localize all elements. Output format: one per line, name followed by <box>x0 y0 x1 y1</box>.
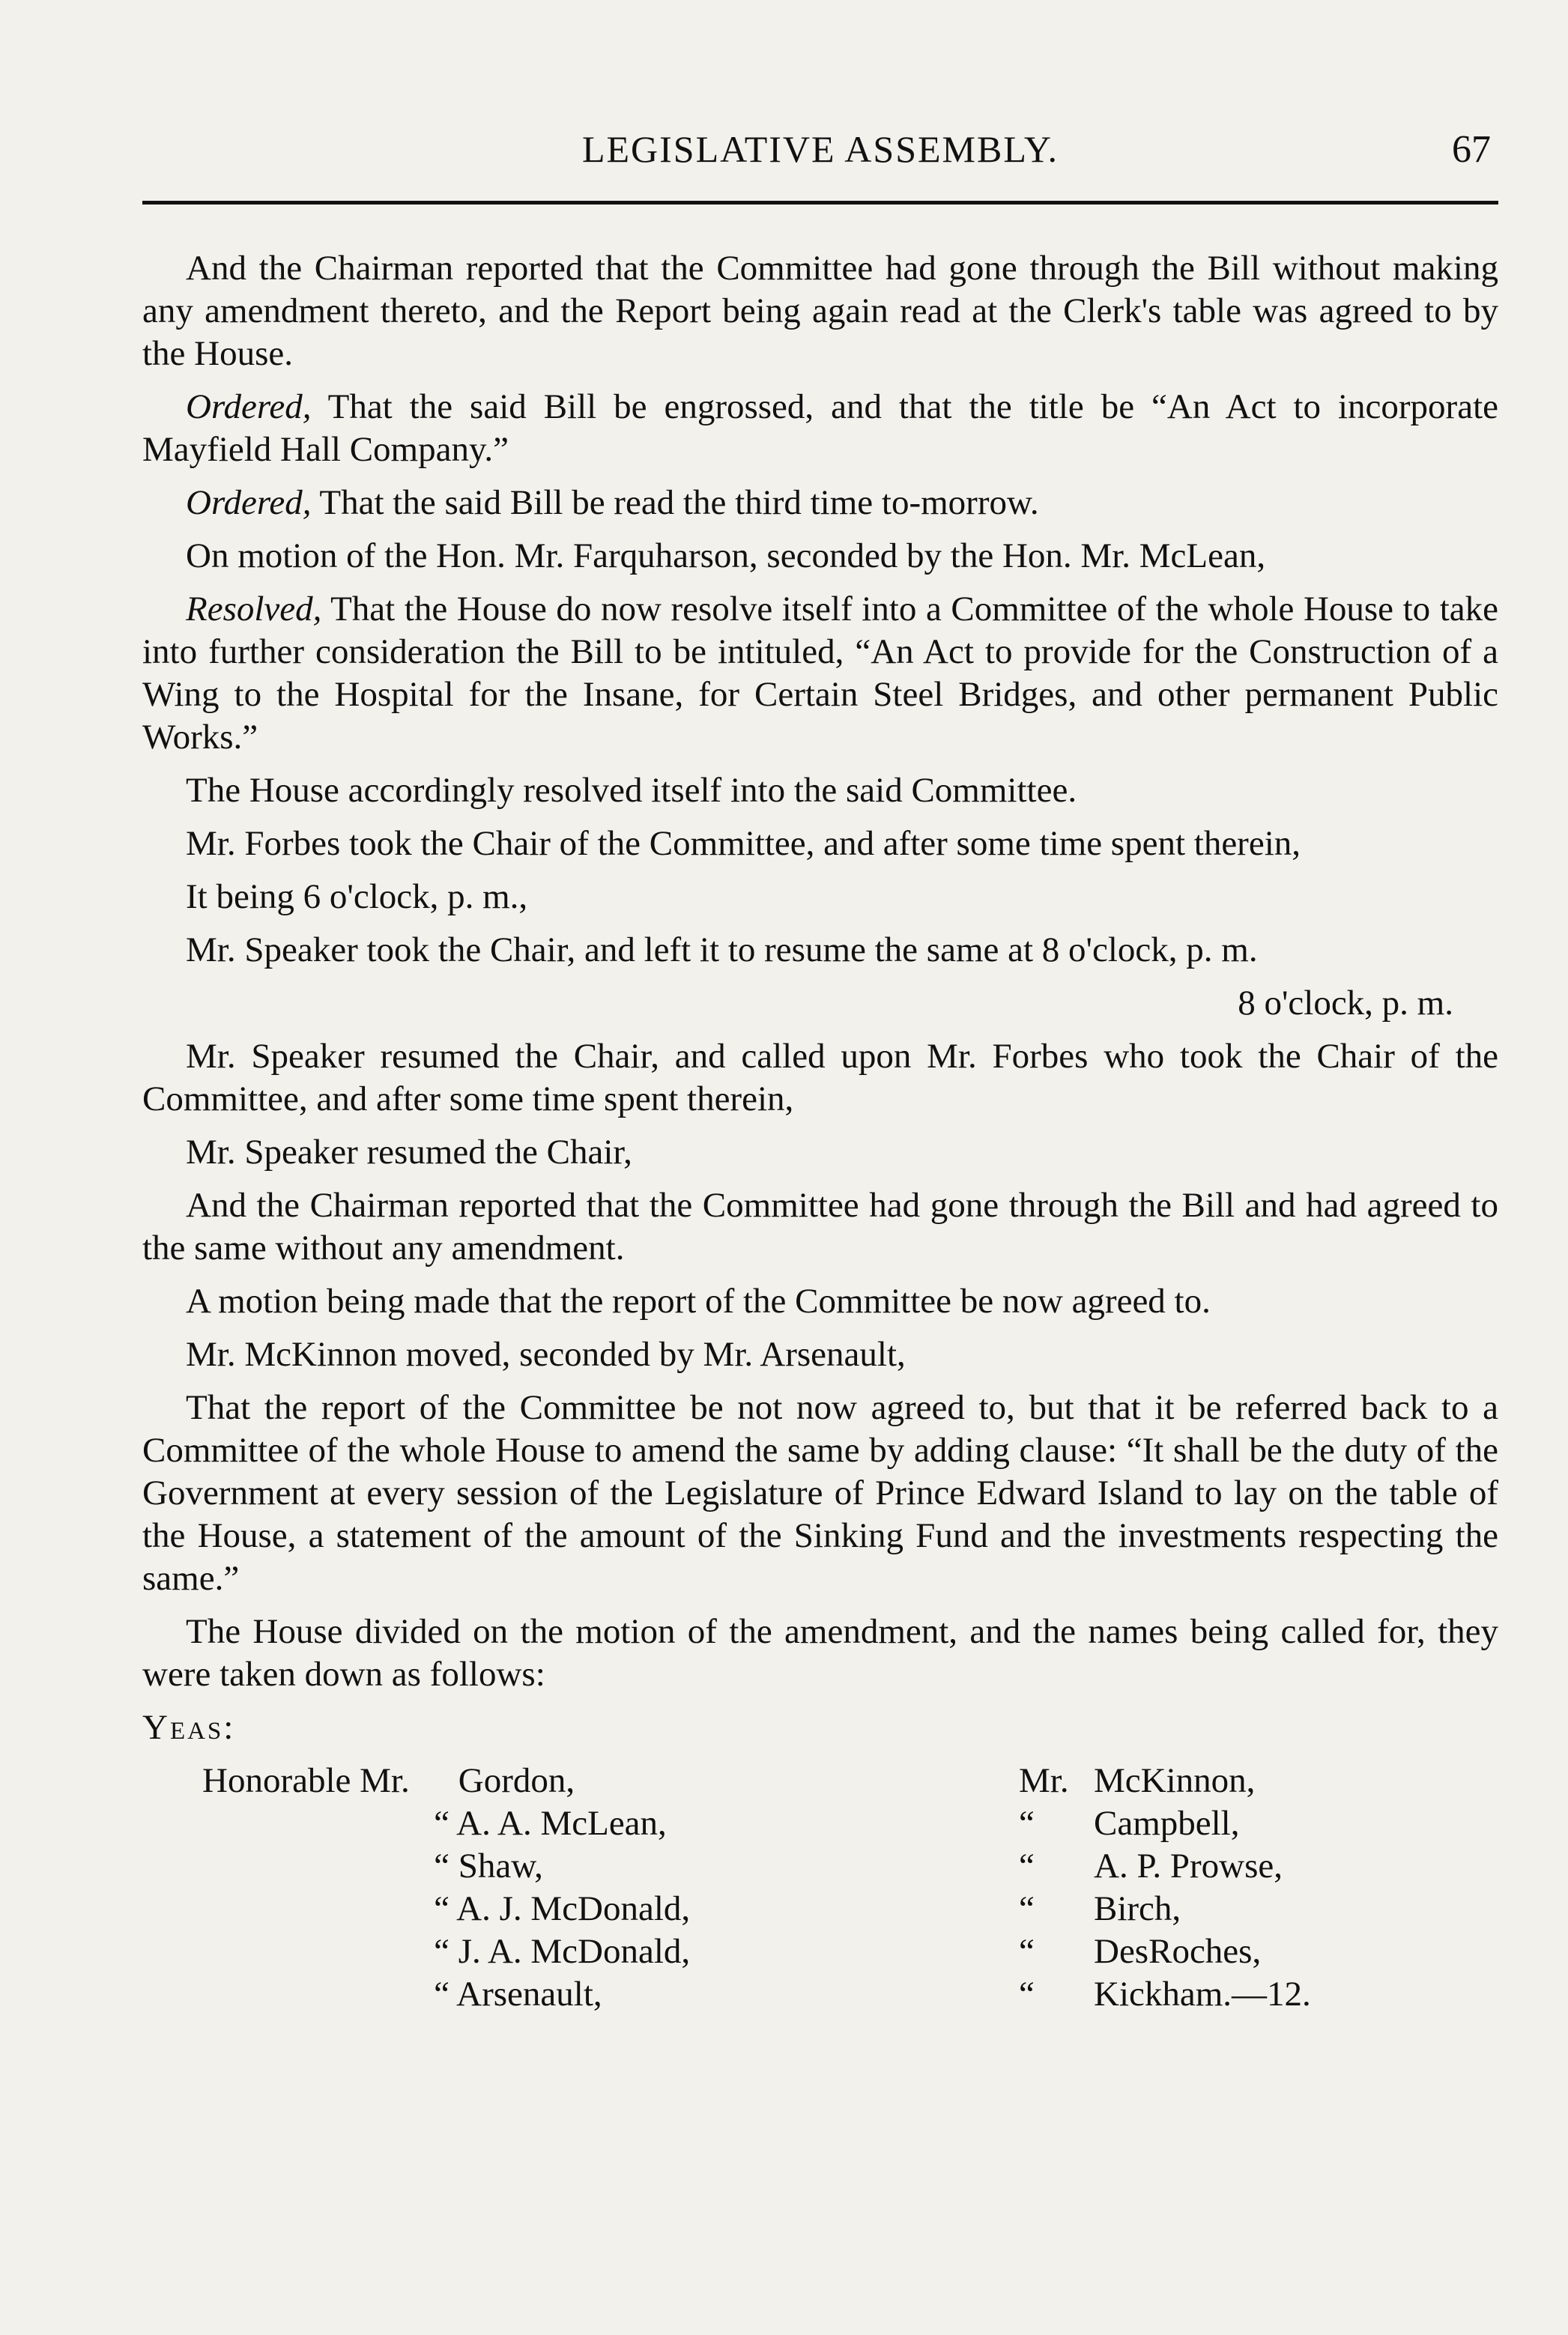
member-name: Birch, <box>1094 1889 1181 1928</box>
paragraph: A motion being made that the report of the Committee be now agreed to. <box>186 1282 1211 1321</box>
list-item <box>1019 1930 1468 1973</box>
yeas-left-column <box>202 1760 802 2016</box>
italic-lead: Ordered, <box>186 387 312 426</box>
member-name: A. P. Prowse, <box>1094 1847 1283 1886</box>
list-item <box>1019 1888 1468 1930</box>
list-item <box>1019 1973 1468 2016</box>
paragraph: The House divided on the motion of the amendment, and the names being called for, they were taken down as follows: <box>142 1612 1498 1694</box>
page-number: 67 <box>1452 128 1491 171</box>
name-prefix: “ <box>1019 1932 1035 1971</box>
paragraph <box>142 247 1498 375</box>
yeas-heading: Yeas: <box>142 1708 236 1747</box>
italic-lead: Ordered, <box>186 483 312 522</box>
paragraph <box>142 482 1498 524</box>
paragraph <box>142 823 1498 865</box>
name-prefix: “ <box>434 1847 449 1886</box>
header-rule <box>142 201 1498 205</box>
name-prefix: “ <box>1019 1975 1035 2014</box>
paragraph: Mr. Speaker resumed the Chair, <box>186 1133 632 1172</box>
paragraph: Mr. McKinnon moved, seconded by Mr. Arsenault, <box>186 1335 906 1374</box>
running-title: LEGISLATIVE ASSEMBLY. <box>581 128 1059 170</box>
name-prefix: Honorable Mr. <box>202 1761 410 1800</box>
name-prefix: “ <box>1019 1804 1035 1843</box>
page-body <box>142 247 1498 2014</box>
list-item <box>1019 1760 1468 1802</box>
list-item <box>202 1888 802 1930</box>
member-name: McKinnon, <box>1094 1761 1256 1800</box>
list-item <box>202 1973 802 2016</box>
list-item <box>1019 1845 1468 1888</box>
list-item <box>1019 1802 1468 1845</box>
paragraph <box>142 535 1498 578</box>
member-name: DesRoches, <box>1094 1932 1262 1971</box>
name-prefix: “ <box>1019 1889 1035 1928</box>
name-prefix: “ <box>434 1804 449 1843</box>
yeas-list <box>142 1760 1498 2014</box>
list-item <box>202 1845 802 1888</box>
italic-lead: Resolved, <box>186 590 322 629</box>
paragraph-text: That the House do now resolve itself into a Committee of the whole House to take into further consideration the Bill to be intituled, “An Act to provide for the Construction of a Wing to the Hospital for the Insane, for Certain Steel Bridges, and other permanent Public Works.” <box>142 590 1498 757</box>
paragraph-text: And the Chairman reported that the Committee had gone through the Bill without making any amendment thereto, and the Report being again read at the Clerk's table was agreed to by the House. <box>142 249 1498 373</box>
paragraph <box>142 588 1498 759</box>
list-item <box>202 1930 802 1973</box>
member-name: A. A. McLean, <box>456 1804 667 1843</box>
paragraph <box>142 386 1498 471</box>
paragraph: Mr. Speaker resumed the Chair, and called upon Mr. Forbes who took the Chair of the Committee, and after some time spent therein, <box>142 1037 1498 1118</box>
paragraph-text: Mr. Speaker took the Chair, and left it to resume the same at 8 o'clock, p. m. <box>186 930 1258 969</box>
member-name: Shaw, <box>458 1847 543 1886</box>
paragraph: And the Chairman reported that the Committee had gone through the Bill and had agreed to the same without any amendment. <box>142 1186 1498 1268</box>
list-item <box>202 1802 802 1845</box>
paragraph <box>142 769 1498 812</box>
name-prefix: “ <box>434 1975 449 2014</box>
paragraph-text: The House accordingly resolved itself into the said Committee. <box>186 771 1077 810</box>
paragraph <box>142 876 1498 918</box>
member-name: Gordon, <box>458 1761 575 1800</box>
name-prefix: Mr. <box>1019 1761 1069 1800</box>
member-name: Campbell, <box>1094 1804 1240 1843</box>
paragraph-text: Mr. Forbes took the Chair of the Committee, and after some time spent therein, <box>186 824 1301 863</box>
paragraph-text: On motion of the Hon. Mr. Farquharson, seconded by the Hon. Mr. McLean, <box>186 536 1266 575</box>
list-item <box>202 1760 802 1802</box>
member-name: Kickham.—12. <box>1094 1975 1311 2014</box>
paragraph-text: That the said Bill be engrossed, and that the title be “An Act to incorporate Mayfield Hall Company.” <box>142 387 1498 469</box>
name-prefix: “ <box>434 1889 449 1928</box>
paragraph: That the report of the Committee be not now agreed to, but that it be referred back to a Committee of the whole House to amend the same by adding clause: “It shall be the duty of the Government at every session of the Legislature of Prince Edward Island to lay on the table of the House, a statement of the amount of the Sinking Fund and the investments respecting the same.” <box>142 1388 1498 1598</box>
paragraph-text: It being 6 o'clock, p. m., <box>186 877 528 916</box>
page-header <box>142 120 1498 180</box>
yeas-right-column <box>1019 1760 1468 2016</box>
member-name: Arsenault, <box>456 1975 602 2014</box>
member-name: A. J. McDonald, <box>456 1889 691 1928</box>
name-prefix: “ <box>434 1932 449 1971</box>
time-marker: 8 o'clock, p. m. <box>1238 984 1453 1023</box>
member-name: J. A. McDonald, <box>458 1932 691 1971</box>
paragraph-text: That the said Bill be read the third time to-morrow. <box>311 483 1039 522</box>
paragraph <box>142 929 1498 972</box>
name-prefix: “ <box>1019 1847 1035 1886</box>
